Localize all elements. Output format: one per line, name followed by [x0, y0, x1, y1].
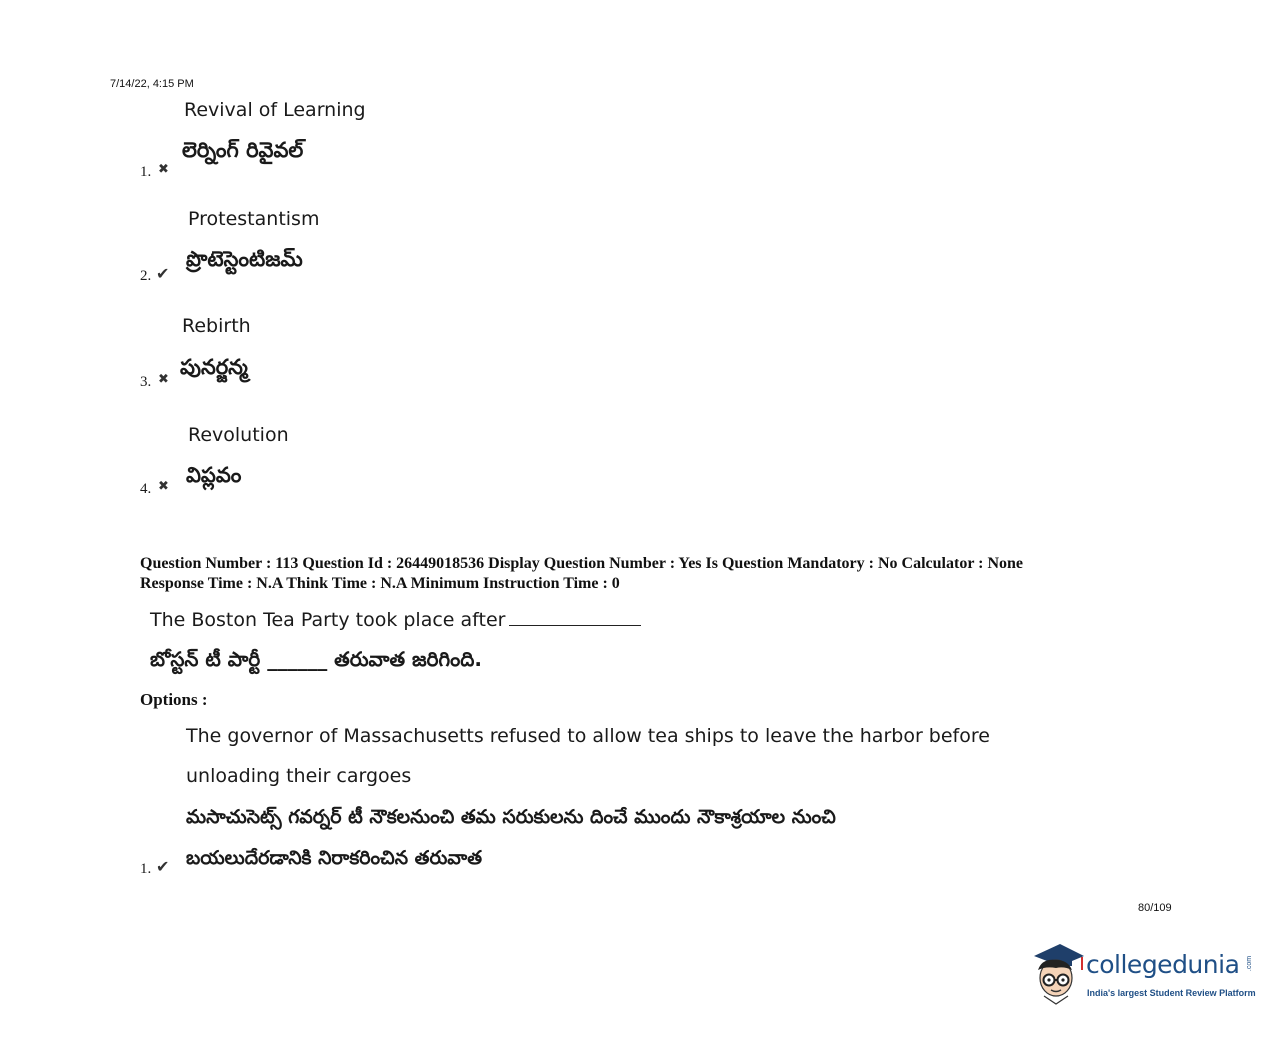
option-1-english-line-2: unloading their cargoes — [186, 765, 412, 787]
prev-option-4-number: 4. — [140, 481, 152, 497]
cross-icon: ✖ — [158, 162, 169, 177]
check-icon: ✔ — [156, 857, 170, 876]
page-number: 80/109 — [1138, 902, 1172, 914]
option-1-telugu-line-1: మసాచుసెట్స్ గవర్నర్ టీ నౌకలనుంచి తమ సరుకులను దించే ముందు నౌకాశ్రయాల నుంచి — [186, 806, 836, 828]
prev-option-2-telugu: ప్రొటెస్టెంటిజమ్ — [186, 247, 303, 271]
option-1-telugu-line-2: బయలుదేరడానికి నిరాకరించిన తరువాత — [186, 847, 482, 869]
prev-option-4-english: Revolution — [188, 424, 289, 446]
logo-tagline: India's largest Student Review Platform — [1087, 988, 1256, 998]
question-text-telugu: బోస్టన్ టీ పార్టీ ______ తరువాత జరిగింది. — [150, 647, 482, 671]
mascot-icon — [1026, 940, 1088, 1008]
prev-option-3-english: Rebirth — [182, 315, 251, 337]
cross-icon: ✖ — [158, 479, 169, 494]
prev-option-1-english: Revival of Learning — [184, 99, 366, 121]
prev-option-3-number: 3. — [140, 374, 152, 390]
prev-option-4-telugu: విప్లవం — [186, 463, 242, 487]
logo-suffix: .com — [1246, 955, 1254, 972]
prev-option-2-number: 2. — [140, 268, 152, 284]
option-1-english-line-1: The governor of Massachusetts refused to allow tea ships to leave the harbor before — [186, 725, 990, 747]
prev-option-2-english: Protestantism — [188, 208, 320, 230]
prev-option-1-telugu: లెర్నింగ్ రివైవల్ — [182, 138, 304, 162]
print-timestamp: 7/14/22, 4:15 PM — [110, 78, 194, 90]
check-icon: ✔ — [156, 264, 170, 283]
question-meta-line-1: Question Number : 113 Question Id : 26449018536 Display Question Number : Yes Is Question Mandatory : No Calculator : None — [140, 555, 1024, 572]
question-text-english — [150, 607, 641, 631]
prev-option-3-telugu: పునర్జన్మ — [180, 355, 248, 379]
cross-icon: ✖ — [158, 372, 169, 387]
logo-wordmark: collegedunia — [1086, 950, 1240, 979]
question-meta-line-2: Response Time : N.A Think Time : N.A Minimum Instruction Time : 0 — [140, 575, 620, 592]
question-text-english-label: The Boston Tea Party took place after — [150, 609, 506, 631]
answer-blank — [509, 607, 641, 626]
options-label: Options : — [140, 690, 208, 709]
option-1-number: 1. — [140, 861, 152, 877]
prev-option-1-number: 1. — [140, 164, 152, 180]
